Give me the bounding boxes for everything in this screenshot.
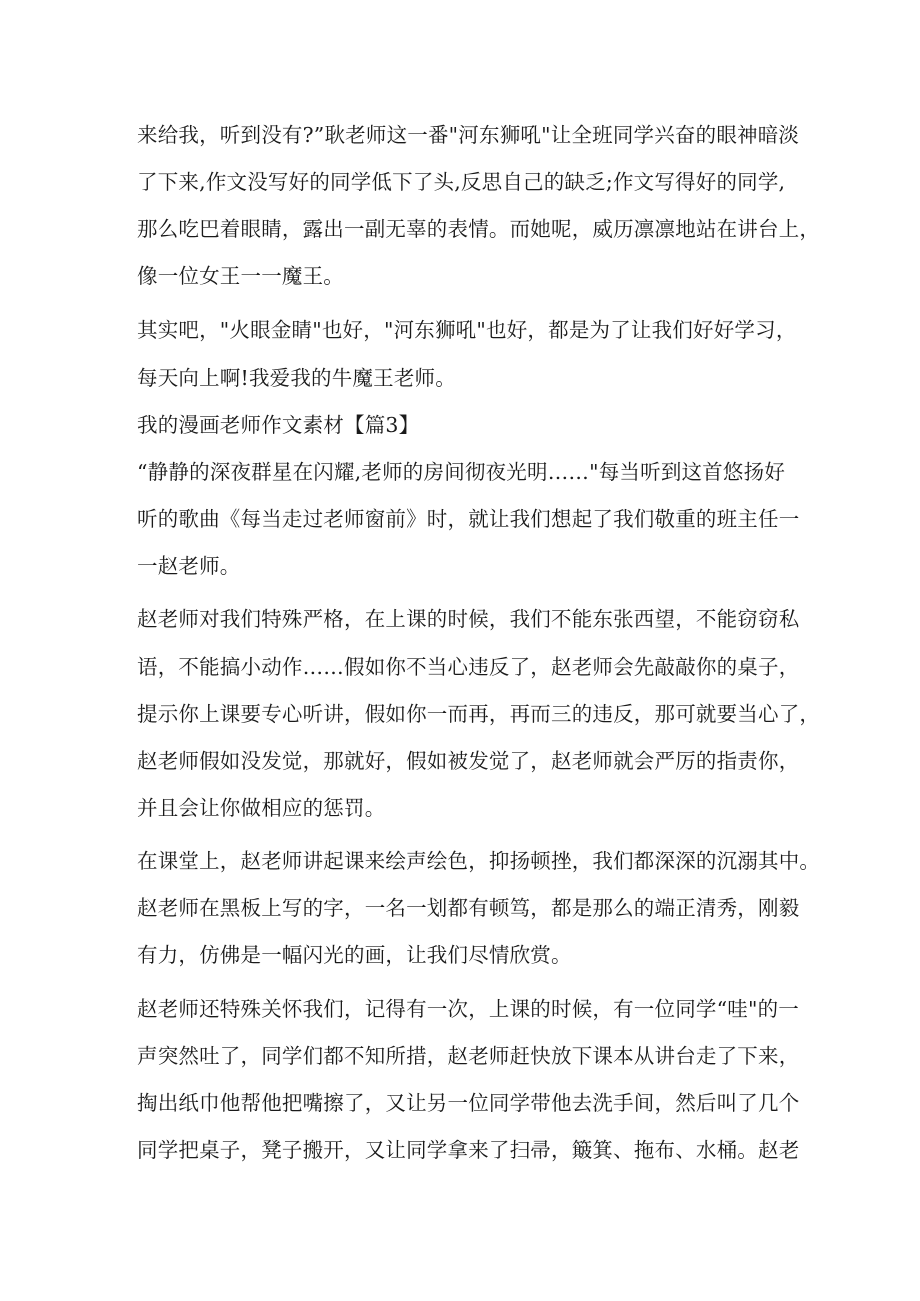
text-line: 在课堂上，赵老师讲起课来绘声绘色，抑扬顿挫，我们都深深的沉溺其中。 [137,849,821,873]
text-line: 赵老师在黑板上写的字，一名一划都有顿笃，都是那么的端正清秀，刚毅 [137,896,800,920]
text-line: 赵老师假如没发觉，那就好，假如被发觉了，赵老师就会严厉的指责你， [137,749,800,773]
text-line: 像一位女王一一魔王。 [137,264,344,288]
text-line: 一赵老师。 [137,554,241,578]
text-line: 其实吧，"火眼金睛"也好，"河东狮吼"也好，都是为了让我们好好学习， [137,318,797,342]
text-line: “静静的深夜群星在闪耀,老师的房间彻夜光明……"每当听到这首悠扬好 [137,460,786,484]
text-line: 赵老师还特殊关怀我们，记得有一次，上课的时候，有一位同学“哇"的一 [137,997,800,1021]
text-line: 赵老师对我们特殊严格，在上课的时候，我们不能东张西望，不能窃窃私 [137,607,800,631]
text-line: 同学把桌子，凳子搬开，又让同学拿来了扫帚，簸箕、拖布、水桶。赵老 [137,1138,800,1162]
text-line: 语，不能搞小动作……假如你不当心违反了，赵老师会先敲敲你的桌子， [137,655,800,679]
text-line: 并且会让你做相应的惩罚。 [137,796,386,820]
text-line: 了下来,作文没写好的同学低下了头,反思自己的缺乏;作文写得好的同学, [137,170,786,194]
text-line: 声突然吐了，同学们都不知所措，赵老师赶快放下课本从讲台走了下来， [137,1044,800,1068]
text-line: 每天向上啊!我爱我的牛魔王老师。 [137,366,456,390]
text-line: 来给我，听到没有?”耿老师这一番"河东狮吼"让全班同学兴奋的眼神暗淡 [137,123,800,147]
text-line: 提示你上课要专心听讲，假如你一而再，再而三的违反，那可就要当心了， [137,702,821,726]
section-heading: 我的漫画老师作文素材【篇3】 [137,413,420,437]
text-line: 有力，仿佛是一幅闪光的画，让我们尽情欣赏。 [137,943,572,967]
text-line: 听的歌曲《每当走过老师窗前》时，就让我们想起了我们敬重的班主任一 [137,507,800,531]
text-line: 掏出纸巾他帮他把嘴擦了，又让另一位同学带他去洗手间，然后叫了几个 [137,1091,800,1115]
text-line: 那么吃巴着眼睛，露出一副无辜的表情。而她呢，威历凛凛地站在讲台上， [137,217,821,241]
